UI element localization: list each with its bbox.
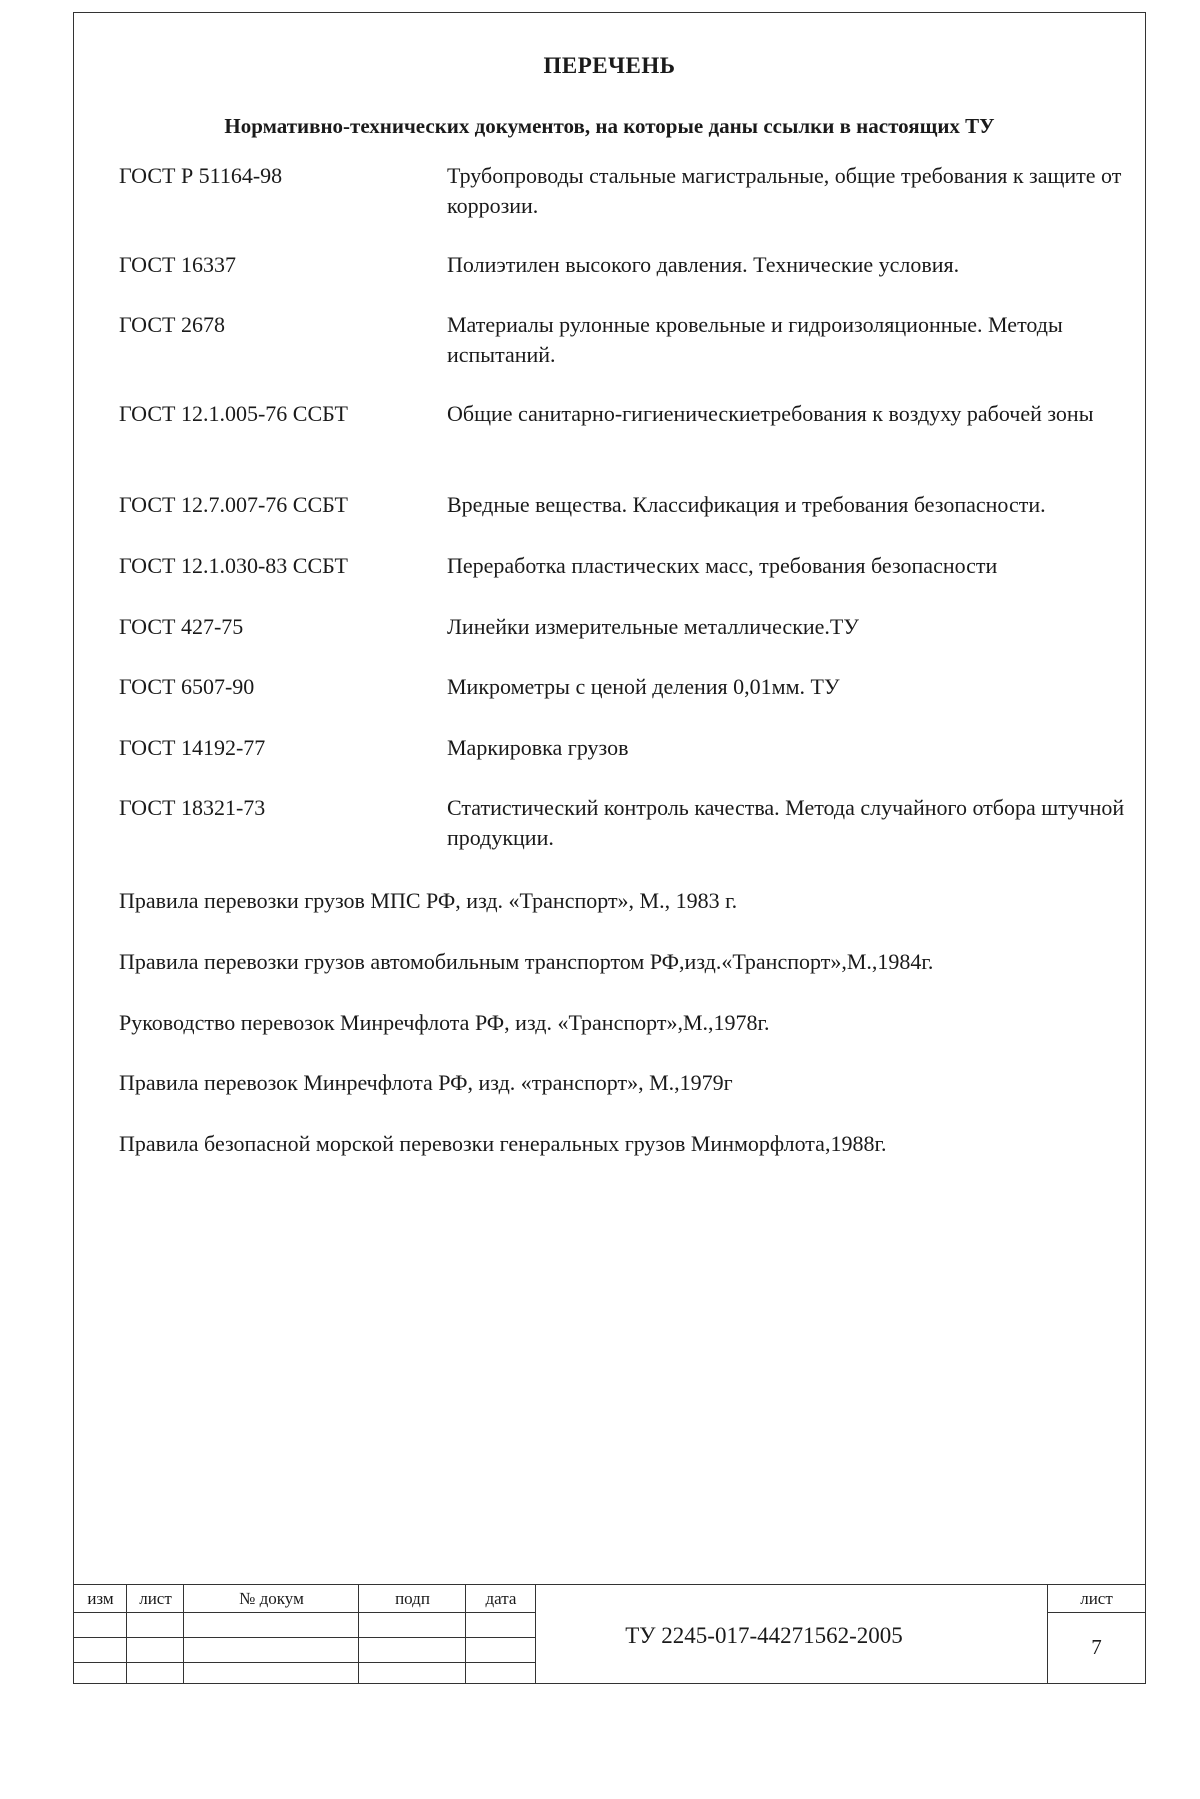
transport-rule: Правила перевозки грузов автомобильным транспортом РФ,изд.«Транспорт»,М.,1984г. bbox=[119, 949, 934, 974]
page-frame bbox=[73, 12, 1146, 1684]
transport-rule: Руководство перевозок Минречфлота РФ, изд. «Транспорт»,М.,1978г. bbox=[119, 1010, 770, 1035]
transport-rule: Правила перевозки грузов МПС РФ, изд. «Транспорт», М., 1983 г. bbox=[119, 888, 738, 913]
standard-description: Маркировка грузов bbox=[447, 735, 629, 760]
sheet-number: 7 bbox=[1091, 1635, 1102, 1659]
standard-code: ГОСТ 12.1.005-76 ССБТ bbox=[119, 401, 348, 426]
page-title: ПЕРЕЧЕНЬ bbox=[543, 53, 676, 78]
standard-description: Трубопроводы стальные магистральные, общие требования к защите от коррозии. bbox=[447, 163, 1122, 218]
title-block bbox=[74, 1584, 1145, 1683]
standard-description: Статистический контроль качества. Метода случайного отбора штучной продукции. bbox=[447, 795, 1125, 850]
standard-description: Вредные вещества. Классификация и требования безопасности. bbox=[447, 492, 1046, 517]
standard-description: Общие санитарно-гигиеническиетребования к воздуху рабочей зоны bbox=[447, 401, 1094, 426]
standard-code: ГОСТ 18321-73 bbox=[119, 795, 266, 820]
standard-code: ГОСТ 12.1.030-83 ССБТ bbox=[119, 553, 348, 578]
stamp-header-izm: изм bbox=[87, 1589, 114, 1608]
standard-description: Микрометры с ценой деления 0,01мм. ТУ bbox=[447, 674, 840, 699]
standard-code: ГОСТ Р 51164-98 bbox=[119, 163, 283, 188]
standard-code: ГОСТ 12.7.007-76 ССБТ bbox=[119, 492, 348, 517]
transport-rule: Правила безопасной морской перевозки генеральных грузов Минморфлота,1988г. bbox=[119, 1131, 887, 1156]
stamp-header-list: лист bbox=[139, 1589, 172, 1608]
stamp-divider bbox=[74, 1662, 536, 1663]
standard-code: ГОСТ 427-75 bbox=[119, 614, 244, 639]
standard-description: Полиэтилен высокого давления. Технические условия. bbox=[447, 252, 960, 277]
stamp-divider bbox=[1048, 1612, 1145, 1613]
transport-rule: Правила перевозок Минречфлота РФ, изд. «транспорт», М.,1979г bbox=[119, 1070, 733, 1095]
sheet-label: лист bbox=[1080, 1589, 1113, 1608]
stamp-divider bbox=[74, 1637, 536, 1638]
document-code: ТУ 2245-017-44271562-2005 bbox=[625, 1623, 903, 1648]
standard-description: Линейки измерительные металлические.ТУ bbox=[447, 614, 859, 639]
standard-code: ГОСТ 16337 bbox=[119, 252, 236, 277]
standard-code: ГОСТ 2678 bbox=[119, 312, 225, 337]
stamp-divider bbox=[74, 1612, 536, 1613]
standard-description: Материалы рулонные кровельные и гидроизоляционные. Методы испытаний. bbox=[447, 312, 1063, 367]
standard-code: ГОСТ 14192-77 bbox=[119, 735, 266, 760]
stamp-header-podp: подп bbox=[395, 1589, 430, 1608]
stamp-header-data: дата bbox=[485, 1589, 517, 1608]
standard-code: ГОСТ 6507-90 bbox=[119, 674, 255, 699]
standard-description: Переработка пластических масс, требования безопасности bbox=[447, 553, 998, 578]
page-subtitle: Нормативно-технических документов, на которые даны ссылки в настоящих ТУ bbox=[224, 114, 995, 138]
stamp-header-dokum: № докум bbox=[239, 1589, 304, 1608]
